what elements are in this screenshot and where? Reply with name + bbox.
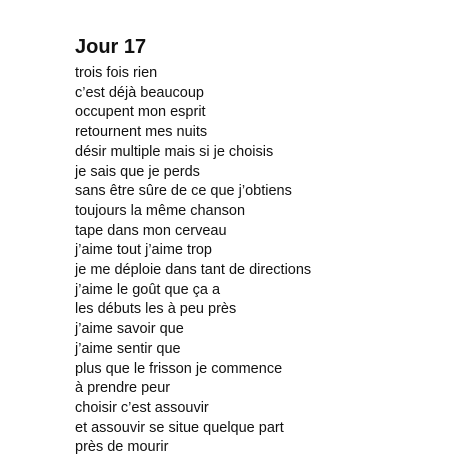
poem-line: désir multiple mais si je choisis — [75, 143, 274, 160]
poem-line: toujours la même chanson — [75, 202, 246, 219]
poem-line: je sais que je perds — [75, 163, 200, 180]
poem-line: c’est déjà beaucoup — [75, 84, 204, 101]
poem-line: j’aime le goût que ça a — [75, 281, 221, 298]
poem-line: retournent mes nuits — [75, 124, 208, 141]
poem-line: près de mourir — [75, 439, 169, 456]
poem-title: Jour 17 — [75, 36, 147, 58]
poem-line: les débuts les à peu près — [75, 301, 237, 318]
poem-line: j’aime tout j’aime trop — [75, 242, 212, 259]
poem-line: trois fois rien — [75, 65, 158, 81]
poem-line: et assouvir se situe quelque part — [75, 419, 284, 436]
poem-line: je me déploie dans tant de directions — [75, 262, 312, 279]
poem-line: j’aime savoir que — [75, 321, 184, 338]
poem-line: occupent mon esprit — [75, 104, 206, 121]
poem-line: choisir c’est assouvir — [75, 399, 209, 416]
poem-lines — [75, 64, 455, 458]
poem-line: à prendre peur — [75, 380, 171, 397]
poem — [75, 36, 455, 458]
poem-line: tape dans mon cerveau — [75, 222, 227, 239]
poem-line: sans être sûre de ce que j’obtiens — [75, 183, 292, 200]
poem-line: j’aime sentir que — [75, 340, 181, 357]
poem-line: plus que le frisson je commence — [75, 360, 283, 377]
